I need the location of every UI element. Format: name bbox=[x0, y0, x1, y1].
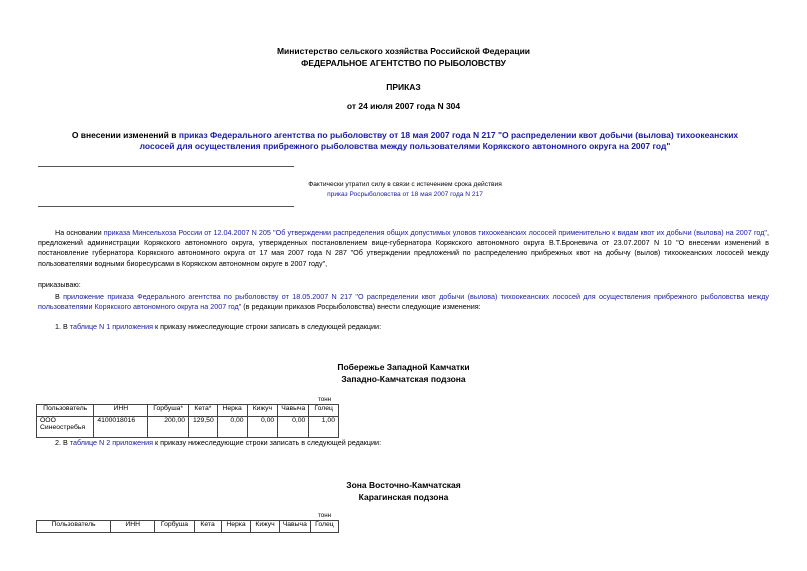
status-line: Фактически утратил силу в связи с истечением срока действия bbox=[308, 181, 502, 188]
status-link[interactable]: приказ Росрыболовства от 18 мая 2007 года N 217 bbox=[327, 191, 483, 198]
item-2-start: 2. В bbox=[55, 438, 70, 447]
document-date: от 24 июля 2007 года N 304 bbox=[346, 101, 461, 111]
table-header-cell: Чавыча bbox=[278, 405, 309, 417]
item-2 bbox=[55, 438, 381, 448]
status-note bbox=[300, 180, 510, 200]
table-cell: 129,50 bbox=[189, 417, 218, 438]
item-2-link[interactable]: таблице N 2 приложения bbox=[69, 438, 153, 447]
table-header-cell: Нерка bbox=[221, 521, 251, 533]
table-cell: 0,00 bbox=[217, 417, 247, 438]
item-1-link[interactable]: таблице N 1 приложения bbox=[69, 322, 153, 331]
table-header-cell: Кета bbox=[194, 521, 221, 533]
change-rest: (в редакции приказов Росрыболовства) внести следующие изменения: bbox=[241, 302, 481, 312]
change-paragraph bbox=[38, 292, 769, 312]
agency-name: ФЕДЕРАЛЬНОЕ АГЕНТСТВО ПО РЫБОЛОВСТВУ bbox=[301, 58, 506, 68]
table-cell: 0,00 bbox=[278, 417, 309, 438]
section-1-subtitle: Западно-Камчатская подзона bbox=[341, 374, 466, 384]
table-header-cell: Пользователь bbox=[37, 521, 111, 533]
table-cell: 1,00 bbox=[309, 417, 339, 438]
table-header-cell: Голец bbox=[309, 405, 339, 417]
document-type: ПРИКАЗ bbox=[386, 82, 421, 92]
preamble-paragraph bbox=[38, 228, 769, 269]
section-2-title: Зона Восточно-Камчатская bbox=[346, 480, 461, 490]
table-header-cell: Чавыча bbox=[279, 521, 310, 533]
table-header-cell: Нерка bbox=[217, 405, 247, 417]
section-1-unit: тонн bbox=[318, 396, 332, 403]
table-header-cell: ИНН bbox=[111, 521, 155, 533]
table-cell: 0,00 bbox=[247, 417, 278, 438]
divider-bottom bbox=[38, 206, 294, 207]
table-header-cell: Кижуч bbox=[247, 405, 278, 417]
section-2-subtitle: Карагинская подзона bbox=[358, 492, 449, 502]
item-1-rest: к приказу нижеследующие строки записать в следующей редакции: bbox=[153, 322, 382, 331]
title-link[interactable]: приказ Федерального агентства по рыболовству от 18 мая 2007 года N 217 "О распределении квот добычи (вылова) тихоокеанских лососей для осуществления прибрежного рыболовства между пользователями Корякского автономного округа на 2007 год" bbox=[139, 130, 739, 151]
table-header-cell: Кета* bbox=[189, 405, 218, 417]
document-title bbox=[60, 130, 750, 152]
section-2-unit: тонн bbox=[318, 512, 332, 519]
table-row bbox=[37, 417, 339, 438]
table-header-cell: ИНН bbox=[94, 405, 148, 417]
table-2 bbox=[36, 520, 339, 533]
table-header-cell: Кижуч bbox=[251, 521, 279, 533]
preamble-start: На основании bbox=[55, 228, 104, 237]
table-cell: 4100018016 bbox=[94, 417, 148, 438]
table-header-cell: Горбуша* bbox=[148, 405, 189, 417]
item-2-rest: к приказу нижеследующие строки записать в следующей редакции: bbox=[153, 438, 382, 447]
title-prefix: О внесении изменений в bbox=[71, 130, 179, 140]
table-header-cell: Голец bbox=[310, 521, 338, 533]
item-1-start: 1. В bbox=[55, 322, 70, 331]
table-header-cell: Горбуша bbox=[155, 521, 194, 533]
table-cell: 200,00 bbox=[148, 417, 189, 438]
table-header-row bbox=[37, 405, 339, 417]
change-link[interactable]: приложение приказа Федерального агентства по рыболовству от 18.05.2007 N 217 "О распределении квот добычи (вылова) тихоокеанских лососей для осуществления прибрежного рыболовства между пользователями Корякского автономного округа на 2007 год" bbox=[38, 292, 769, 312]
section-1-title: Побережье Западной Камчатки bbox=[337, 362, 470, 372]
table-1 bbox=[36, 404, 339, 438]
item-1 bbox=[55, 322, 381, 332]
divider-top bbox=[38, 166, 294, 167]
table-header-cell: Пользователь bbox=[37, 405, 94, 417]
ministry-name: Министерство сельского хозяйства Российской Федерации bbox=[276, 46, 531, 56]
preamble-rest: , предложений администрации Корякского автономного округа, утвержденных постановлением вице-губернатора Корякского автономного округа В.Т.Броневича от 23.07.2007 N 10 "О внесении изменений в постановление губернатора Корякского автономного округа от 17 мая 2007 года N 287 "Об утверждении предложений по распределению прибрежных квот на добычу (вылов) тихоокеанских лососей между пользователями водными биоресурсами в Корякском автономном округе в 2007 году", bbox=[38, 228, 769, 268]
preamble-link[interactable]: приказа Минсельхоза России от 12.04.2007 N 205 "Об утверждении распределения общих допустимых уловов тихоокеанских лососей применительно к видам квот их добычи (вылова) на 2007 год" bbox=[103, 228, 767, 237]
table-header-row bbox=[37, 521, 339, 533]
table-cell: ООО Синеостребья bbox=[37, 417, 94, 438]
order-word: приказываю: bbox=[38, 280, 81, 289]
change-start: В bbox=[55, 292, 64, 301]
